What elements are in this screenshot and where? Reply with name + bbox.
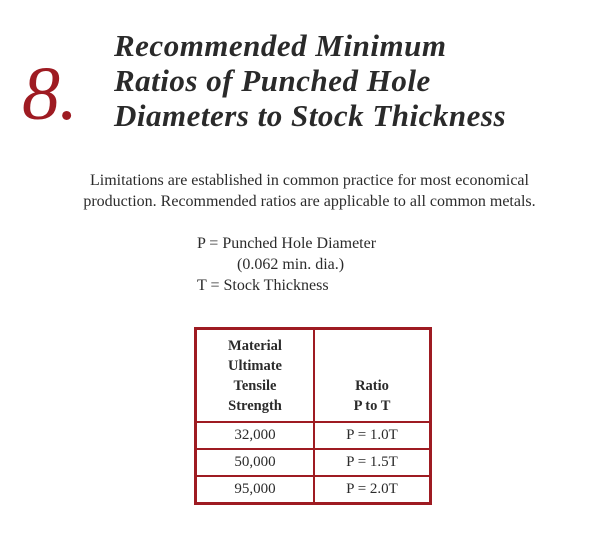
intro-line: Limitations are established in common practice for most economical [90,172,529,189]
header-line: Tensile [233,378,277,394]
page-title [114,28,594,133]
header-line: Ultimate [228,358,282,374]
ratio-cell: P = 1.0T [314,422,431,449]
header-ratio [314,329,431,423]
title-line: Recommended Minimum [114,28,447,63]
header-line: Strength [228,398,282,414]
strength-cell: 95,000 [196,476,315,504]
intro-line: production. Recommended ratios are applicable to all common metals. [83,193,536,210]
section-number: 8. [22,52,77,136]
header-line: Ratio [355,378,389,394]
definition-t: T = Stock Thickness [197,277,329,294]
header-line: Material [228,338,282,354]
title-line: Ratios of Punched Hole [114,63,431,98]
definition-p: P = Punched Hole Diameter [197,235,377,252]
variable-definitions [197,233,376,296]
table-row [196,449,431,476]
ratio-cell: P = 1.5T [314,449,431,476]
header-line: P to T [353,398,391,414]
intro-paragraph [22,170,597,212]
header-material-strength [196,329,315,423]
table-header-row [196,329,431,423]
definition-p-note: (0.062 min. dia.) [237,256,345,273]
strength-cell: 32,000 [196,422,315,449]
table-row [196,476,431,504]
ratio-cell: P = 2.0T [314,476,431,504]
table-row [196,422,431,449]
strength-cell: 50,000 [196,449,315,476]
ratio-table [194,327,432,505]
title-line: Diameters to Stock Thickness [114,98,507,133]
